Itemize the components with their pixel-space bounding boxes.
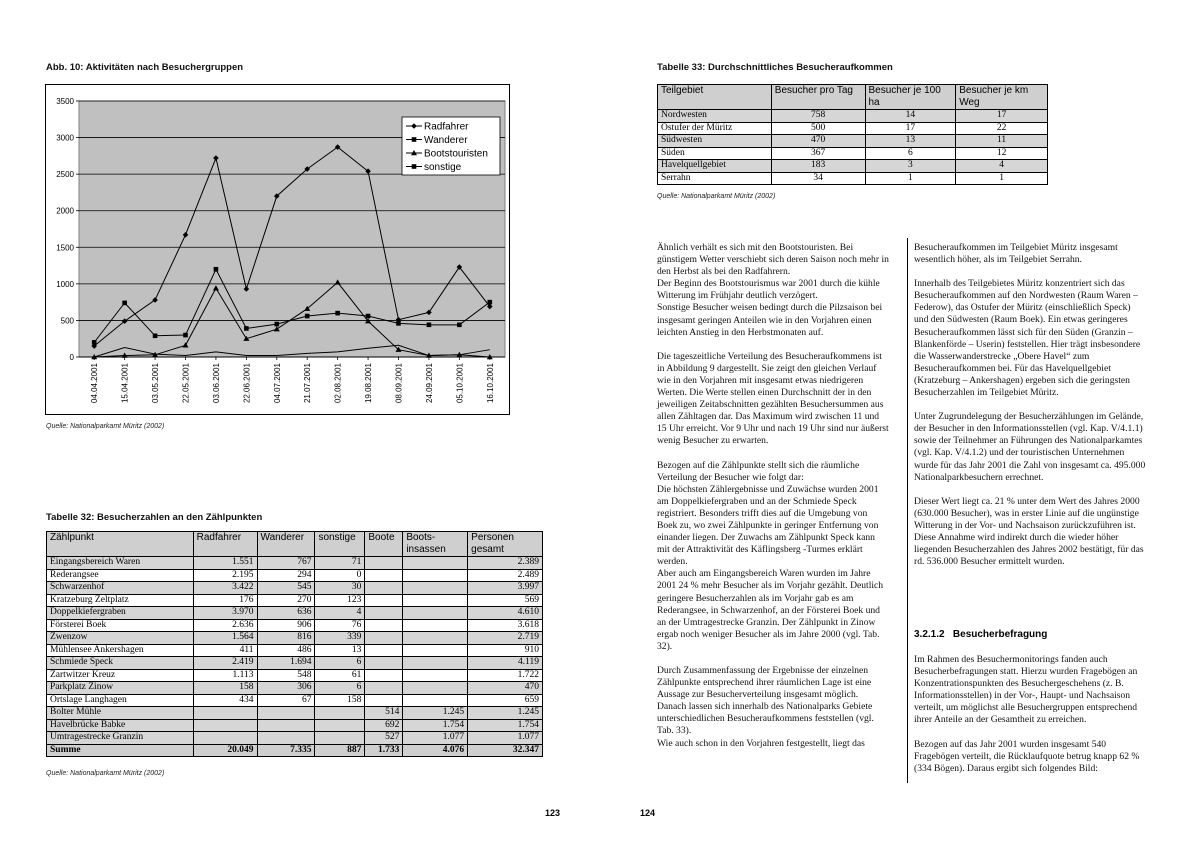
y-tick-label: 1000 [56, 279, 74, 289]
table-cell [365, 694, 403, 707]
data-point [244, 326, 249, 331]
legend-marker [412, 164, 417, 169]
table-cell: 22 [956, 122, 1048, 135]
figure-source: Quelle: Nationalparkamt Müritz (2002) [46, 423, 165, 430]
paragraph: Ähnlich verhält es sich mit den Bootstouristen. Bei günstigem Wetter verschiebt sich deren Saison noch mehr in den Herbst als bei den Radfahrern. Der Beginn des Bootstourismus war 2001 durch die kühle Witterung im Frühjahr deutlich verzögert. Sonstige Besucher weisen bedingt durch die Pilzsaison bei insgesamt geringen Anteilen wie in den Vorjahren einen leichten Anstieg in den Herbstmonaten auf. [657, 242, 889, 338]
table-cell: Bolter Mühle [47, 707, 194, 720]
table-cell: 4.076 [403, 744, 468, 757]
column-header: sonstige [315, 532, 365, 557]
x-tick-label: 03.05.2001 [151, 363, 161, 404]
table32-title: Tabelle 32: Besucherzahlen an den Zählpunkten [46, 512, 263, 523]
table-cell [365, 682, 403, 695]
table-cell: 411 [193, 644, 257, 657]
table-cell [403, 632, 468, 645]
table-cell [365, 632, 403, 645]
table-row [47, 707, 543, 720]
table-cell: 1.754 [403, 719, 468, 732]
table-cell: 1.551 [193, 557, 257, 570]
table-cell: 692 [365, 719, 403, 732]
table-cell: 1.754 [468, 719, 543, 732]
table-cell [403, 607, 468, 620]
table-cell: 12 [956, 147, 1048, 160]
table-cell [365, 657, 403, 670]
table33 [657, 84, 1048, 185]
column-header: Boote [365, 532, 403, 557]
table-cell: 1.245 [468, 707, 543, 720]
table-cell [365, 582, 403, 595]
table-cell: 767 [257, 557, 315, 570]
column-header: Besucher je 100 ha [865, 85, 956, 110]
table-cell: 158 [315, 694, 365, 707]
data-point [183, 333, 188, 338]
table-cell: 32.347 [468, 744, 543, 757]
table-row [658, 110, 1048, 123]
table-cell: 11 [956, 135, 1048, 148]
section-heading: 3.2.1.2 Besucherbefragung [914, 629, 1048, 640]
x-tick-label: 02.08.2001 [333, 363, 343, 404]
table-cell: Schwarzenhof [47, 582, 194, 595]
data-point [274, 322, 279, 327]
table-cell: Süden [658, 147, 772, 160]
data-point [122, 301, 127, 306]
table-row [47, 632, 543, 645]
table-cell: 1.694 [257, 657, 315, 670]
table-cell: 294 [257, 569, 315, 582]
paragraph: Bezogen auf die Zählpunkte stellt sich die räumliche Verteilung der Besucher wie folgt dar: Die höchsten Zählergebnisse und Zuwächse wurden 2001 am Doppelkiefergraben und an der Schmiede Speck registriert. Besonders trifft dies auf die Umgebung von Boek zu, wo zwei Zählpunkte in geringer Entfernung von einander liegen. Der Zuwachs am Zählpunkt Speck kann mit der Attraktivität des Käflingsberg -Turmes erklärt werden. Aber auch am Eingangsbereich Waren wurden im Jahre 2001 24 % mehr Besucher als im Vorjahr gezählt. Deutlich geringere Besucherzahlen als im Vorjahr gab es am Rederangsee, in Schwarzenhof, an der Försterei Boek und an der Umtragestrecke Granzin. Der Zählpunkt in Zinow ergab noch weniger Besucher als im Jahre 2000 (vgl. Tab. 32). [657, 459, 884, 652]
column-divider [907, 238, 908, 783]
table-cell [257, 732, 315, 745]
table-cell [193, 732, 257, 745]
table-cell: 17 [956, 110, 1048, 123]
column-header: Zählpunkt [47, 532, 194, 557]
table-cell: 61 [315, 669, 365, 682]
table-cell: Serrahn [658, 172, 772, 185]
table-row [47, 719, 543, 732]
table-row [47, 694, 543, 707]
table-cell: 1.733 [365, 744, 403, 757]
x-tick-label: 22.05.2001 [181, 363, 191, 404]
table-cell: 67 [257, 694, 315, 707]
table32 [46, 531, 543, 757]
column-header: Teilgebiet [658, 85, 772, 110]
paragraph: Bezogen auf das Jahr 2001 wurden insgesamt 540 Fragebögen verteilt, die Rücklaufquote betrug knapp 62 % (334 Bögen). Daraus ergibt sich folgendes Bild: [914, 738, 1140, 774]
table-cell: 1.245 [403, 707, 468, 720]
table-cell: 183 [771, 160, 865, 173]
table-cell: 6 [865, 147, 956, 160]
column-header: Boots-insassen [403, 532, 468, 557]
table-cell [193, 719, 257, 732]
table-cell [403, 619, 468, 632]
table-cell: 3 [865, 160, 956, 173]
paragraph: Unter Zugrundelegung der Besucherzählungen im Gelände, der Besucher in den Informationsstellen (vgl. Kap. V/4.1.1) sowie der Teilnehmer an Führungen des Nationalparkamtes (vgl. Kap. V/4.1.2) und der touristischen Unternehmen wurde für das Jahr 2001 die Zahl von insgesamt ca. 495.000 Nationalparkbesuchern errechnet. [914, 411, 1146, 483]
table-row [658, 172, 1048, 185]
table33-source: Quelle: Nationalparkamt Müritz (2002) [657, 193, 776, 200]
table-cell: Försterei Boek [47, 619, 194, 632]
x-tick-label: 05.10.2001 [455, 363, 465, 404]
table-row [658, 135, 1048, 148]
data-point [214, 267, 219, 272]
table-cell [315, 719, 365, 732]
data-point [92, 340, 97, 345]
table-cell [403, 569, 468, 582]
table-cell: Kratzeburg Zeltplatz [47, 594, 194, 607]
table-cell [403, 682, 468, 695]
table-cell [403, 582, 468, 595]
table-cell: 339 [315, 632, 365, 645]
data-point [366, 314, 371, 319]
table-cell: 1.077 [468, 732, 543, 745]
table-cell: 514 [365, 707, 403, 720]
table-cell: Ostufer der Müritz [658, 122, 772, 135]
table-cell: 910 [468, 644, 543, 657]
y-tick-label: 2000 [56, 206, 74, 216]
table-cell: Havelbrücke Babke [47, 719, 194, 732]
table-cell [403, 594, 468, 607]
table-cell: Südwesten [658, 135, 772, 148]
x-tick-label: 04.07.2001 [272, 363, 282, 404]
y-tick-label: 0 [69, 353, 74, 362]
table-row [47, 594, 543, 607]
table-cell: 569 [468, 594, 543, 607]
table-cell: 71 [315, 557, 365, 570]
x-tick-label: 21.07.2001 [303, 363, 313, 404]
x-tick-label: 24.09.2001 [424, 363, 434, 404]
data-point [153, 333, 158, 338]
table-row [47, 619, 543, 632]
table-cell: Parkplatz Zinow [47, 682, 194, 695]
table-cell [365, 594, 403, 607]
y-tick-label: 500 [60, 316, 74, 326]
y-tick-label: 3000 [56, 133, 74, 143]
figure-title: Abb. 10: Aktivitäten nach Besuchergruppen [46, 62, 244, 73]
table-cell: 1.113 [193, 669, 257, 682]
x-tick-label: 16.10.2001 [485, 363, 495, 404]
chart-frame [45, 84, 510, 415]
table-cell: 548 [257, 669, 315, 682]
table-cell: Umtragestrecke Granzin [47, 732, 194, 745]
table-cell: 76 [315, 619, 365, 632]
table-cell [403, 644, 468, 657]
activity-line-chart [46, 85, 509, 414]
table-row [47, 657, 543, 670]
column-header: Radfahrer [193, 532, 257, 557]
legend-label: sonstige [424, 162, 462, 173]
table-cell: 7.335 [257, 744, 315, 757]
table-cell [315, 732, 365, 745]
table-cell: 1 [865, 172, 956, 185]
table-cell: 306 [257, 682, 315, 695]
table-cell: 367 [771, 147, 865, 160]
table-cell: 6 [315, 657, 365, 670]
table-cell: Zartwitzer Kreuz [47, 669, 194, 682]
table-cell: Ortslage Langhagen [47, 694, 194, 707]
table-row [47, 644, 543, 657]
legend-label: Radfahrer [424, 121, 469, 133]
table-cell: 6 [315, 682, 365, 695]
table-cell: 1.722 [468, 669, 543, 682]
table-cell: 500 [771, 122, 865, 135]
table-cell: 545 [257, 582, 315, 595]
paragraph: Durch Zusammenfassung der Ergebnisse der einzelnen Zählpunkte entsprechend ihrer räumlichen Lage ist eine Aussage zur Besucherverteilung insgesamt möglich. Danach lassen sich innerhalb des Nationalparks Gebiete unterschiedlichen Besucheraufkommens feststellen (vgl. Tab. 33). Wie auch schon in den Vorjahren festgestellt, liegt das [657, 665, 874, 749]
table-cell: 3.618 [468, 619, 543, 632]
table-cell: 3.422 [193, 582, 257, 595]
table33-title: Tabelle 33: Durchschnittliches Besucheraufkommen [657, 62, 893, 73]
table-cell: 3.970 [193, 607, 257, 620]
table-cell [257, 719, 315, 732]
legend-label: Bootstouristen [424, 148, 488, 160]
table-cell: 1.564 [193, 632, 257, 645]
data-point [335, 311, 340, 316]
table-cell: 434 [193, 694, 257, 707]
table-cell [365, 644, 403, 657]
table-row [47, 682, 543, 695]
page-number-right: 124 [640, 808, 656, 818]
table-cell: Schmiede Speck [47, 657, 194, 670]
table-cell [403, 557, 468, 570]
table-cell: 2.195 [193, 569, 257, 582]
table-cell: Nordwesten [658, 110, 772, 123]
table-row [658, 160, 1048, 173]
table-cell: 1.077 [403, 732, 468, 745]
page-number-left: 123 [545, 808, 561, 818]
paragraph: Besucheraufkommen im Teilgebiet Müritz insgesamt wesentlich höher, als im Teilgebiet Serrahn. [914, 242, 1118, 266]
table-cell: 4.119 [468, 657, 543, 670]
table-cell: 758 [771, 110, 865, 123]
table-row [47, 607, 543, 620]
x-tick-label: 22.06.2001 [242, 363, 252, 404]
data-point [487, 300, 492, 305]
table-cell: 270 [257, 594, 315, 607]
table-cell [315, 707, 365, 720]
x-tick-label: 15.04.2001 [120, 363, 130, 404]
y-tick-label: 3500 [56, 97, 74, 106]
table-cell [365, 569, 403, 582]
x-tick-label: 03.06.2001 [211, 363, 221, 404]
data-point [412, 137, 417, 142]
table-cell [403, 694, 468, 707]
table-cell: Zwenzow [47, 632, 194, 645]
table-cell: 20.049 [193, 744, 257, 757]
table-cell: 816 [257, 632, 315, 645]
table-cell: 2.489 [468, 569, 543, 582]
table-cell: Summe [47, 744, 194, 757]
column-header: Besucher je km Weg [956, 85, 1048, 110]
table-cell: 906 [257, 619, 315, 632]
table-cell: Doppelkiefergraben [47, 607, 194, 620]
paragraph: Dieser Wert liegt ca. 21 % unter dem Wert des Jahres 2000 (630.000 Besucher), was in erster Linie auf die ungünstige Witterung in der Vor- und Nachsaison zurückzuführen ist. Diese Annahme wird indirekt durch die wieder höher liegenden Besucherzahlen des Jahres 2002 bestätigt, für das rd. 536.000 Besucher ermittelt wurden. [914, 495, 1144, 568]
table-cell: 2.636 [193, 619, 257, 632]
table-cell [365, 557, 403, 570]
text-column-2-after-heading [914, 654, 1146, 787]
table-cell: 176 [193, 594, 257, 607]
table-cell: 4 [315, 607, 365, 620]
table-cell: 123 [315, 594, 365, 607]
table-cell: 470 [468, 682, 543, 695]
column-header: Personen gesamt [468, 532, 543, 557]
y-tick-label: 2500 [56, 170, 74, 180]
data-point [396, 321, 401, 326]
table-cell: 13 [315, 644, 365, 657]
table-cell: 4 [956, 160, 1048, 173]
table-cell [365, 669, 403, 682]
data-point [305, 314, 310, 319]
table-row [47, 582, 543, 595]
table-row [47, 669, 543, 682]
table-cell: 14 [865, 110, 956, 123]
table-cell: 13 [865, 135, 956, 148]
table-row [658, 147, 1048, 160]
table-row [47, 732, 543, 745]
table-cell: 34 [771, 172, 865, 185]
paragraph: Die tageszeitliche Verteilung des Besucheraufkommens ist in Abbildung 9 dargestellt. Sie zeigt den gleichen Verlauf wie in den Vorjahren mit insgesamt etwas niedrigeren Werten. Die Werte stellen einen Durchschnitt der in den jeweiligen Zeitabschnitten gezählten Besuchersummen aus allen Zähltagen dar. Das Maximum wird zwischen 11 und 15 Uhr erreicht. Vor 9 Uhr und nach 19 Uhr sind nur äußerst wenig Besucher zu erwarten. [657, 350, 889, 447]
table-cell [365, 619, 403, 632]
data-point [457, 323, 462, 328]
table-cell: Mühlensee Ankershagen [47, 644, 194, 657]
table-cell [257, 707, 315, 720]
table-cell: 2.419 [193, 657, 257, 670]
x-tick-label: 08.09.2001 [394, 363, 404, 404]
table-cell: 659 [468, 694, 543, 707]
table-row [658, 122, 1048, 135]
column-header: Wanderer [257, 532, 315, 557]
table-cell: 0 [315, 569, 365, 582]
table-cell: 887 [315, 744, 365, 757]
y-tick-label: 1500 [56, 243, 74, 253]
table-cell: 3.997 [468, 582, 543, 595]
table-cell: Havelquellgebiet [658, 160, 772, 173]
table-cell: 30 [315, 582, 365, 595]
table-cell [403, 669, 468, 682]
table-cell: 158 [193, 682, 257, 695]
x-tick-label: 19.08.2001 [364, 363, 374, 404]
table-cell [365, 607, 403, 620]
table32-source: Quelle: Nationalparkamt Müritz (2002) [46, 770, 165, 777]
table-cell: 527 [365, 732, 403, 745]
table-row [47, 744, 543, 757]
text-column-2 [914, 242, 1146, 580]
table-cell [193, 707, 257, 720]
table-cell: 17 [865, 122, 956, 135]
table-cell: 2.389 [468, 557, 543, 570]
legend-label: Wanderer [424, 135, 468, 146]
table-cell: Eingangsbereich Waren [47, 557, 194, 570]
table-cell: Rederangsee [47, 569, 194, 582]
table-row [47, 569, 543, 582]
table-cell: 470 [771, 135, 865, 148]
table-row [47, 557, 543, 570]
table-cell: 1 [956, 172, 1048, 185]
x-tick-label: 04.04.2001 [90, 363, 100, 404]
table-cell: 2.719 [468, 632, 543, 645]
text-column-1 [657, 242, 889, 762]
table-cell: 486 [257, 644, 315, 657]
column-header: Besucher pro Tag [771, 85, 865, 110]
table-cell: 636 [257, 607, 315, 620]
paragraph: Im Rahmen des Besuchermonitorings fanden auch Besucherbefragungen statt. Hierzu wurden Fragebögen an Konzentrationspunkten des Besuchergeschehens (z. B. Informationsstellen) in der Vor-, Haupt- und Nachsaison verteilt, um möglichst alle Besuchergruppen entsprechend ihrer Anteile an der Gesamtheit zu erreichen. [914, 654, 1138, 726]
data-point [427, 323, 432, 328]
table-cell: 4.610 [468, 607, 543, 620]
table-cell [403, 657, 468, 670]
paragraph: Innerhalb des Teilgebietes Müritz konzentriert sich das Besucheraufkommen auf den Nordwesten (Raum Waren – Federow), das Ostufer der Müritz (einschließlich Speck) und den Südwesten (Raum Boek). Ein etwas geringeres Besucheraufkommen lässt sich für den Süden (Granzin – Blankenförde – Userin) feststellen. Hier trägt insbesondere die Wasserwanderstrecke „Obere Havel“ zum Besucheraufkommen bei. Für das Havelquellgebiet (Kratzeburg – Ankershagen) ergeben sich die geringsten Besucherzahlen im Teilgebiet Müritz. [914, 278, 1141, 399]
